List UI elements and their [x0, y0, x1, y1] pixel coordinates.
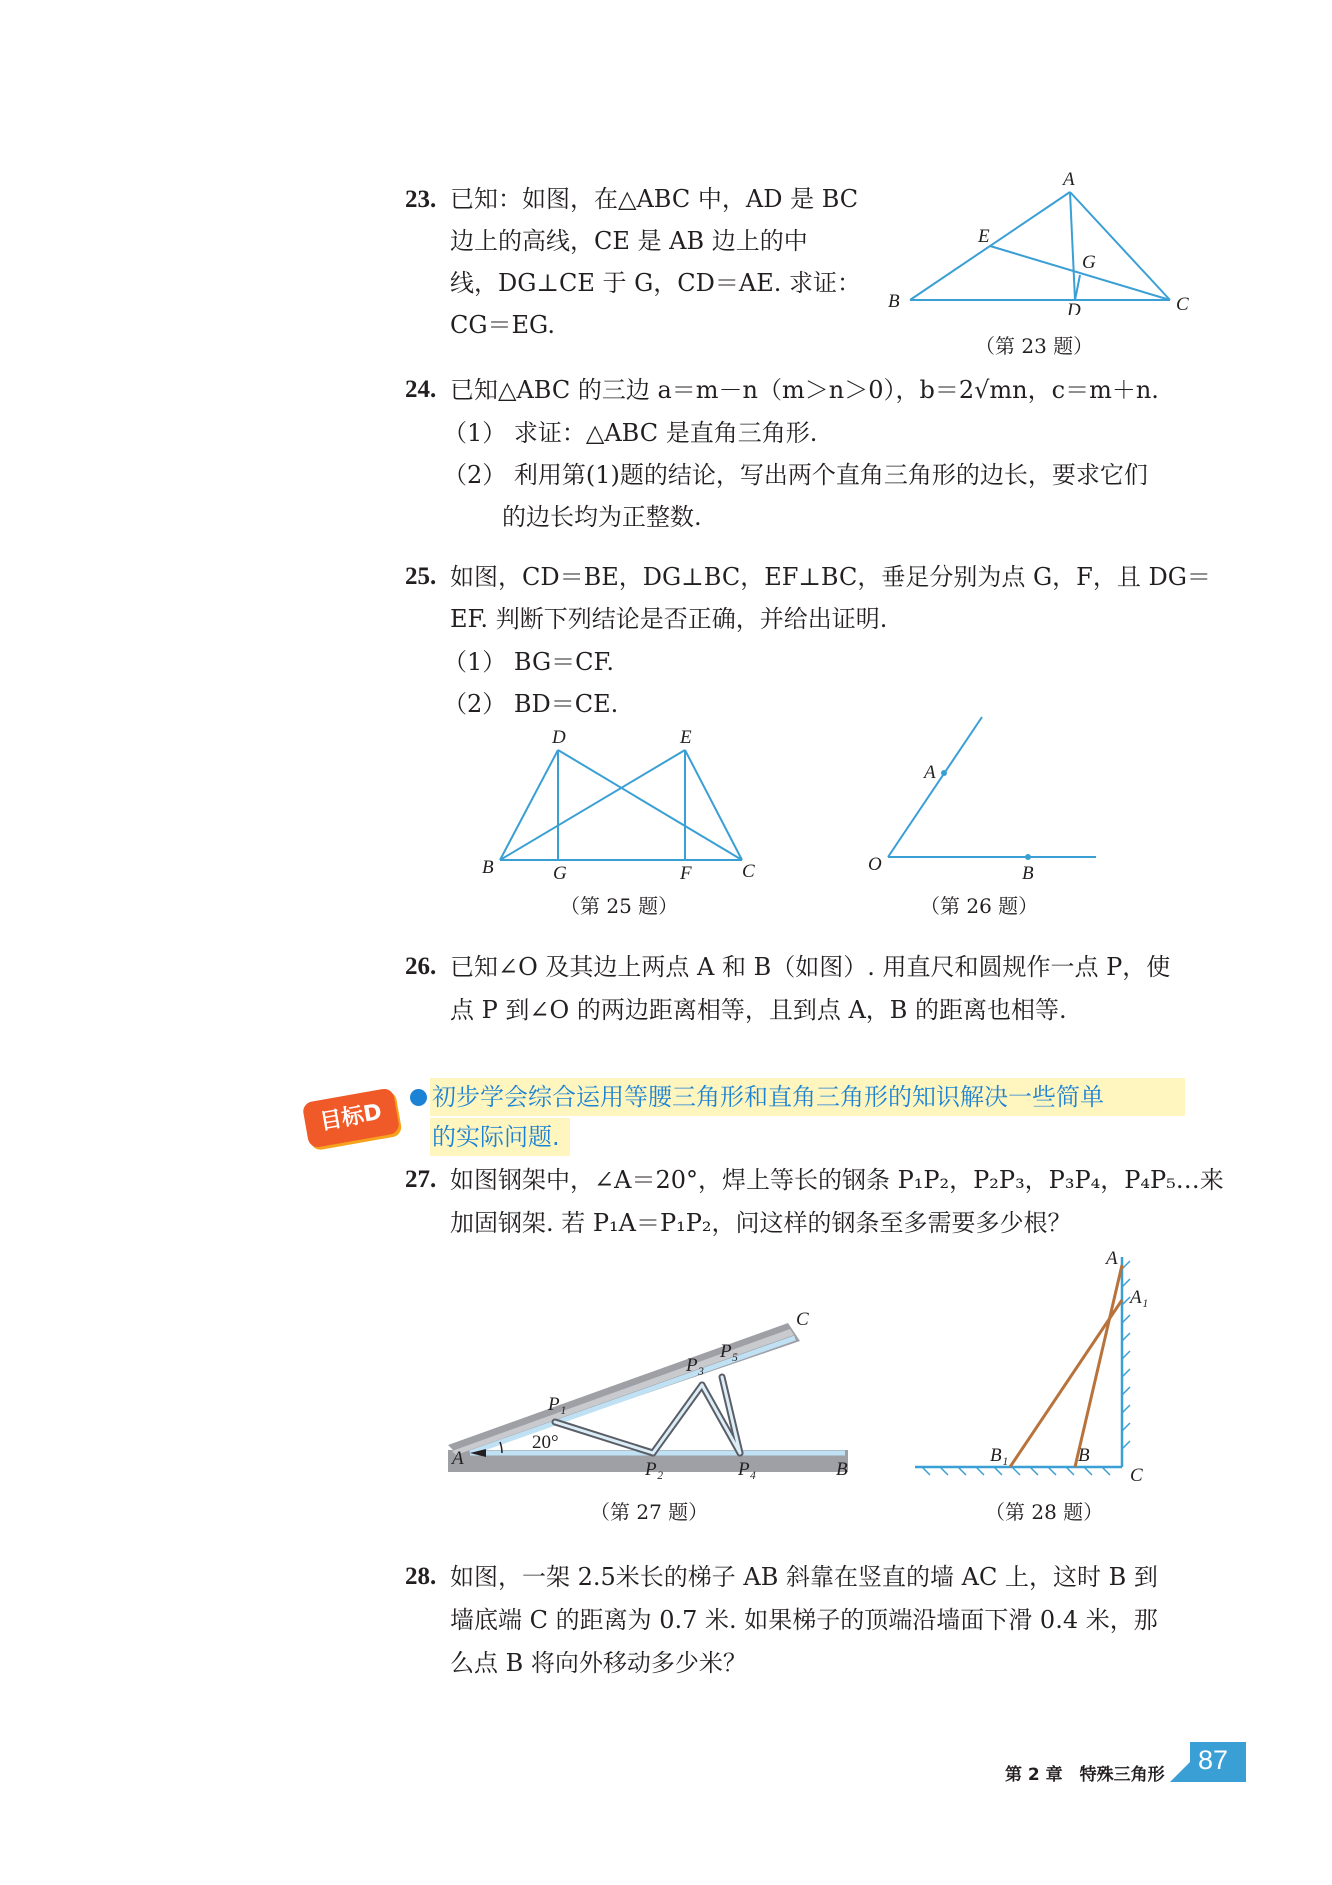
problem-23-line-2: 边上的高线，CE 是 AB 边上的中	[450, 227, 808, 255]
problem-number: 24.	[405, 376, 437, 403]
problem-25-sub-1: （1） BG＝CF.	[443, 648, 615, 676]
problem-24-sub-2a: （2） 利用第(1)题的结论，写出两个直角三角形的边长，要求它们	[443, 461, 1148, 489]
point-a	[941, 770, 947, 776]
problem-23	[405, 182, 436, 217]
label-e: E	[680, 727, 692, 748]
label-b: B	[836, 1459, 848, 1480]
problem-28-line-3: 么点 B 将向外移动多少米？	[450, 1649, 747, 1677]
problem-number: 26.	[405, 953, 437, 980]
label-d: D	[552, 727, 566, 748]
label-p3: P₃	[686, 1355, 705, 1376]
problem-23-line-1: 已知：如图，在△ABC 中，AD 是 BC	[450, 185, 859, 213]
problem-number: 27.	[405, 1166, 437, 1193]
ray-oa	[888, 717, 982, 857]
label-p5: P₅	[720, 1341, 739, 1362]
label-d: D	[1067, 300, 1081, 315]
problem-24-sub-1: （1） 求证：△ABC 是直角三角形.	[443, 419, 818, 447]
label-a: A	[1063, 170, 1075, 190]
problem-28-line-1: 如图，一架 2.5米长的梯子 AB 斜靠在竖直的墙 AC 上，这时 B 到	[450, 1563, 1158, 1591]
label-b: B	[1078, 1445, 1090, 1466]
segment-be	[500, 750, 685, 860]
figure-28	[910, 1245, 1170, 1485]
label-o: O	[868, 854, 882, 875]
label-a1: A₁	[1130, 1287, 1149, 1308]
label-a: A	[924, 762, 936, 783]
label-g: G	[553, 863, 567, 884]
label-b: B	[888, 291, 900, 312]
ladder-ab	[1075, 1265, 1122, 1467]
problem-25-line-1: 如图，CD＝BE，DG⊥BC，EF⊥BC，垂足分别为点 G，F，且 DG＝	[450, 563, 1211, 591]
goal-bullet-icon	[410, 1089, 427, 1106]
label-c: C	[742, 861, 755, 882]
problem-24-line-1: 已知△ABC 的三边 a＝m－n（m＞n＞0），b＝2√mn，c＝m＋n.	[450, 376, 1159, 404]
label-angle: 20°	[532, 1432, 559, 1453]
goal-d-badge	[302, 1087, 401, 1148]
figure-23-caption: （第 23 题）	[975, 334, 1094, 358]
chapter-title: 第 2 章 特殊三角形	[1005, 1765, 1165, 1785]
rail-ac	[470, 1338, 795, 1453]
figure-25-caption: （第 25 题）	[560, 894, 679, 918]
figure-23	[880, 170, 1200, 315]
label-c: C	[1176, 294, 1189, 315]
bar-p1p2-shine	[555, 1422, 653, 1453]
problem-number: 28.	[405, 1563, 437, 1590]
label-c: C	[796, 1309, 809, 1330]
problem-24-sub-2b: 的边长均为正整数.	[502, 503, 702, 531]
problem-26-line-1: 已知∠O 及其边上两点 A 和 B（如图）. 用直尺和圆规作一点 P，使	[450, 953, 1171, 981]
label-a: A	[1106, 1248, 1118, 1269]
ladder-a1b1	[1010, 1300, 1122, 1467]
problem-27-line-2: 加固钢架. 若 P₁A＝P₁P₂，问这样的钢条至多需要多少根？	[450, 1209, 1072, 1237]
segment-ce	[990, 246, 1170, 300]
label-f: F	[680, 863, 692, 884]
bar-p2p3-shine	[653, 1385, 702, 1453]
problem-23-line-3: 线，DG⊥CE 于 G，CD＝AE. 求证：	[450, 269, 862, 297]
label-a: A	[452, 1448, 464, 1469]
figure-28-caption: （第 28 题）	[985, 1500, 1104, 1524]
problem-25-sub-2: （2） BD＝CE.	[443, 690, 619, 718]
problem-27-line-1: 如图钢架中，∠A＝20°，焊上等长的钢条 P₁P₂，P₂P₃，P₃P₄，P₄P₅…来	[450, 1166, 1224, 1194]
label-p1: P₁	[548, 1394, 567, 1415]
problem-23-line-4: CG＝EG.	[450, 311, 555, 339]
goal-d-badge-label: 目标D	[318, 1099, 384, 1136]
figure-27-caption: （第 27 题）	[590, 1500, 709, 1524]
segment-ad	[1070, 192, 1075, 300]
segment-dg	[1075, 275, 1080, 300]
figure-26	[860, 705, 1110, 885]
problem-number: 23.	[405, 186, 437, 213]
label-p4: P₄	[738, 1459, 757, 1480]
figure-27	[440, 1305, 870, 1490]
point-b	[1025, 854, 1031, 860]
segment-ac	[1070, 192, 1170, 300]
slanted-bar-highlight	[452, 1329, 794, 1455]
label-p2: P₂	[645, 1459, 664, 1480]
label-b: B	[482, 857, 494, 878]
label-b: B	[1022, 863, 1034, 884]
label-b1: B₁	[990, 1445, 1009, 1466]
page-number: 87	[1198, 1745, 1229, 1775]
problem-number: 25.	[405, 563, 437, 590]
page-number-tab-notch	[1170, 1762, 1190, 1782]
problem-28-line-2: 墙底端 C 的距离为 0.7 米. 如果梯子的顶端沿墙面下滑 0.4 米，那	[450, 1606, 1158, 1634]
label-c: C	[1130, 1465, 1143, 1485]
problem-26-line-2: 点 P 到∠O 的两边距离相等，且到点 A，B 的距离也相等.	[450, 996, 1067, 1024]
goal-line-1: 初步学会综合运用等腰三角形和直角三角形的知识解决一些简单	[432, 1083, 1104, 1111]
label-e: E	[978, 226, 990, 247]
problem-25-line-2: EF. 判断下列结论是否正确，并给出证明.	[450, 605, 888, 633]
label-g: G	[1082, 252, 1096, 273]
figure-25	[470, 725, 770, 885]
figure-26-caption: （第 26 题）	[920, 894, 1039, 918]
goal-line-2: 的实际问题.	[432, 1123, 560, 1151]
